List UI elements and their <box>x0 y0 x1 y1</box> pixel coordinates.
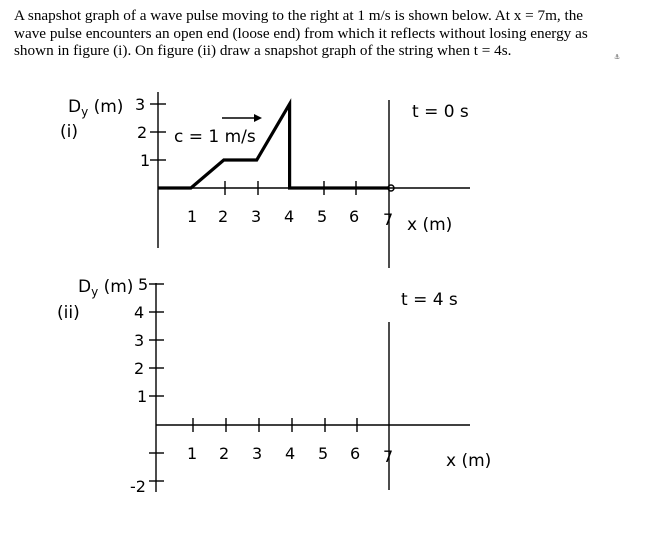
x-tick-label: 7 <box>383 210 394 229</box>
y-tick-label: 1 <box>140 151 151 170</box>
y-tick-label: 2 <box>137 123 148 142</box>
y-tick-label: 3 <box>134 331 145 350</box>
figure-i-time-label: t = 0 s <box>412 102 469 122</box>
problem-line: wave pulse encounters an open end (loose end) from which it reflects without losing energy as <box>14 24 588 42</box>
arrow-head-icon <box>254 114 262 122</box>
x-tick-label: 1 <box>187 444 198 463</box>
x-tick-label: 3 <box>252 444 263 463</box>
figure-ii-time-label: t = 4 s <box>401 290 458 310</box>
problem-line: shown in figure (i). On figure (ii) draw a snapshot graph of the string when t = 4s. <box>14 42 512 59</box>
x-tick-label: 6 <box>350 444 361 463</box>
x-tick-label: 4 <box>285 444 296 463</box>
x-tick-label: 3 <box>251 207 262 226</box>
problem-line: A snapshot graph of a wave pulse moving to the right at 1 m/s is shown below. At x = 7m, the <box>14 7 584 24</box>
figure-ii-y-axis-label: $D_y$ (m) <box>78 277 134 299</box>
figure-ii-label: (ii) <box>57 303 80 323</box>
y-tick-label: 1 <box>137 387 148 406</box>
y-tick-label: 4 <box>134 303 145 322</box>
figure-i-x-axis-label: x (m) <box>407 215 453 235</box>
x-tick-label: 6 <box>349 207 360 226</box>
y-neg-tick-label: -2 <box>130 477 146 496</box>
x-tick-label: 5 <box>318 444 329 463</box>
figure-i <box>60 92 470 268</box>
x-tick-label: 5 <box>317 207 328 226</box>
anchor-icon: ⚓ <box>614 53 621 61</box>
figure-ii <box>57 275 491 496</box>
figure-i-y-axis-label: $D_y$ (m) <box>68 97 124 119</box>
figure-ii-y-ticks <box>130 275 164 496</box>
x-tick-label: 4 <box>284 207 295 226</box>
x-tick-label: 1 <box>187 207 198 226</box>
figure-i-velocity-label: c = 1 m/s <box>174 127 256 147</box>
x-tick-label: 2 <box>218 207 229 226</box>
figure-i-y-ticks <box>135 95 166 170</box>
y-tick-label: 2 <box>134 359 145 378</box>
y-tick-label: 3 <box>135 95 146 114</box>
x-tick-label: 2 <box>219 444 230 463</box>
figure-i-label: (i) <box>60 122 78 142</box>
figure-ii-x-axis-label: x (m) <box>446 451 492 471</box>
y-tick-label: 5 <box>138 275 149 294</box>
x-tick-label: 7 <box>383 447 394 466</box>
